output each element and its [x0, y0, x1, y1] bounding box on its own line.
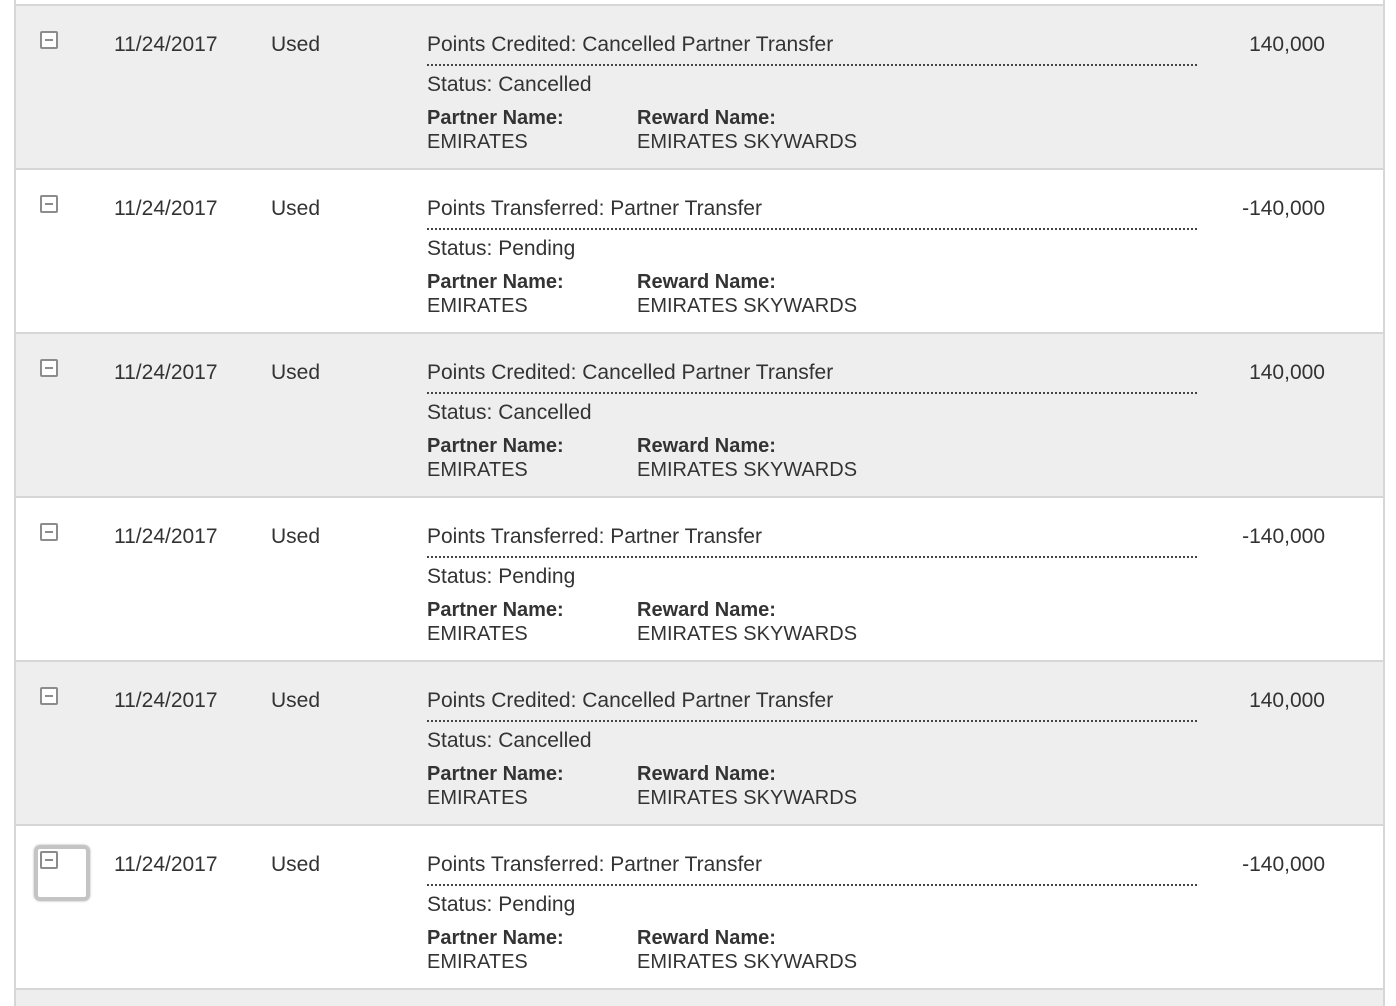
table-row — [16, 498, 1383, 662]
transaction-date: 11/24/2017 — [114, 853, 218, 876]
reward-name-label: Reward Name: — [637, 107, 776, 129]
transaction-description: Points Transferred: Partner Transfer — [427, 196, 1197, 230]
reward-name-label: Reward Name: — [637, 435, 776, 457]
collapse-row-button[interactable] — [40, 687, 58, 705]
transaction-type: Used — [271, 361, 321, 384]
partner-name-value: EMIRATES — [427, 951, 528, 973]
partner-name-label: Partner Name: — [427, 107, 564, 129]
partner-name-label: Partner Name: — [427, 599, 564, 621]
reward-name-label: Reward Name: — [637, 599, 776, 621]
points-amount: 140,000 — [1249, 361, 1325, 384]
reward-name-value: EMIRATES SKYWARDS — [637, 951, 858, 973]
transaction-description: Points Transferred: Partner Transfer — [427, 524, 1197, 558]
collapse-row-button[interactable] — [40, 359, 58, 377]
transaction-description: Points Credited: Cancelled Partner Transfer — [427, 360, 1197, 394]
transaction-date: 11/24/2017 — [114, 197, 218, 220]
transaction-status: Status: Pending — [427, 237, 576, 260]
partner-name-label: Partner Name: — [427, 435, 564, 457]
minus-icon — [45, 39, 53, 41]
toggle-box — [40, 851, 58, 869]
transaction-status: Status: Cancelled — [427, 73, 592, 96]
transaction-status: Status: Cancelled — [427, 401, 592, 424]
reward-name-label: Reward Name: — [637, 927, 776, 949]
transaction-date: 11/24/2017 — [114, 33, 218, 56]
points-amount: 140,000 — [1249, 33, 1325, 56]
reward-name-label: Reward Name: — [637, 763, 776, 785]
transaction-type: Used — [271, 33, 321, 56]
transaction-status: Status: Pending — [427, 565, 576, 588]
minus-icon — [45, 203, 53, 205]
reward-name-value: EMIRATES SKYWARDS — [637, 131, 858, 153]
collapse-row-button[interactable] — [40, 523, 58, 541]
reward-name-value: EMIRATES SKYWARDS — [637, 295, 858, 317]
transaction-type: Used — [271, 853, 321, 876]
collapse-row-button[interactable] — [40, 31, 58, 49]
minus-icon — [45, 367, 53, 369]
points-amount: 140,000 — [1249, 689, 1325, 712]
transaction-status: Status: Pending — [427, 893, 576, 916]
table-row — [16, 170, 1383, 334]
transaction-description: Points Credited: Cancelled Partner Transfer — [427, 32, 1197, 66]
reward-name-value: EMIRATES SKYWARDS — [637, 459, 858, 481]
reward-name-value: EMIRATES SKYWARDS — [637, 623, 858, 645]
points-amount: -140,000 — [1242, 197, 1325, 220]
reward-name-value: EMIRATES SKYWARDS — [637, 787, 858, 809]
partner-name-label: Partner Name: — [427, 271, 564, 293]
partner-name-value: EMIRATES — [427, 131, 528, 153]
transaction-type: Used — [271, 197, 321, 220]
partner-name-value: EMIRATES — [427, 459, 528, 481]
partner-name-value: EMIRATES — [427, 295, 528, 317]
partner-name-value: EMIRATES — [427, 787, 528, 809]
minus-icon — [45, 531, 53, 533]
transaction-description: Points Credited: Cancelled Partner Transfer — [427, 688, 1197, 722]
partner-name-label: Partner Name: — [427, 927, 564, 949]
transaction-date: 11/24/2017 — [114, 525, 218, 548]
transaction-type: Used — [271, 525, 321, 548]
points-amount: -140,000 — [1242, 853, 1325, 876]
collapse-row-button[interactable] — [40, 195, 58, 213]
transaction-type: Used — [271, 689, 321, 712]
table-row-partial — [16, 990, 1383, 1006]
collapse-row-button-focused[interactable] — [34, 845, 90, 901]
minus-icon — [45, 695, 53, 697]
transaction-date: 11/24/2017 — [114, 689, 218, 712]
transaction-status: Status: Cancelled — [427, 729, 592, 752]
partner-name-label: Partner Name: — [427, 763, 564, 785]
transaction-description: Points Transferred: Partner Transfer — [427, 852, 1197, 886]
table-row — [16, 334, 1383, 498]
table-row — [16, 6, 1383, 170]
reward-name-label: Reward Name: — [637, 271, 776, 293]
table-row — [16, 826, 1383, 990]
minus-icon — [45, 859, 53, 861]
partner-name-value: EMIRATES — [427, 623, 528, 645]
table-row — [16, 662, 1383, 826]
points-amount: -140,000 — [1242, 525, 1325, 548]
points-activity-table — [14, 0, 1385, 1006]
transaction-date: 11/24/2017 — [114, 361, 218, 384]
